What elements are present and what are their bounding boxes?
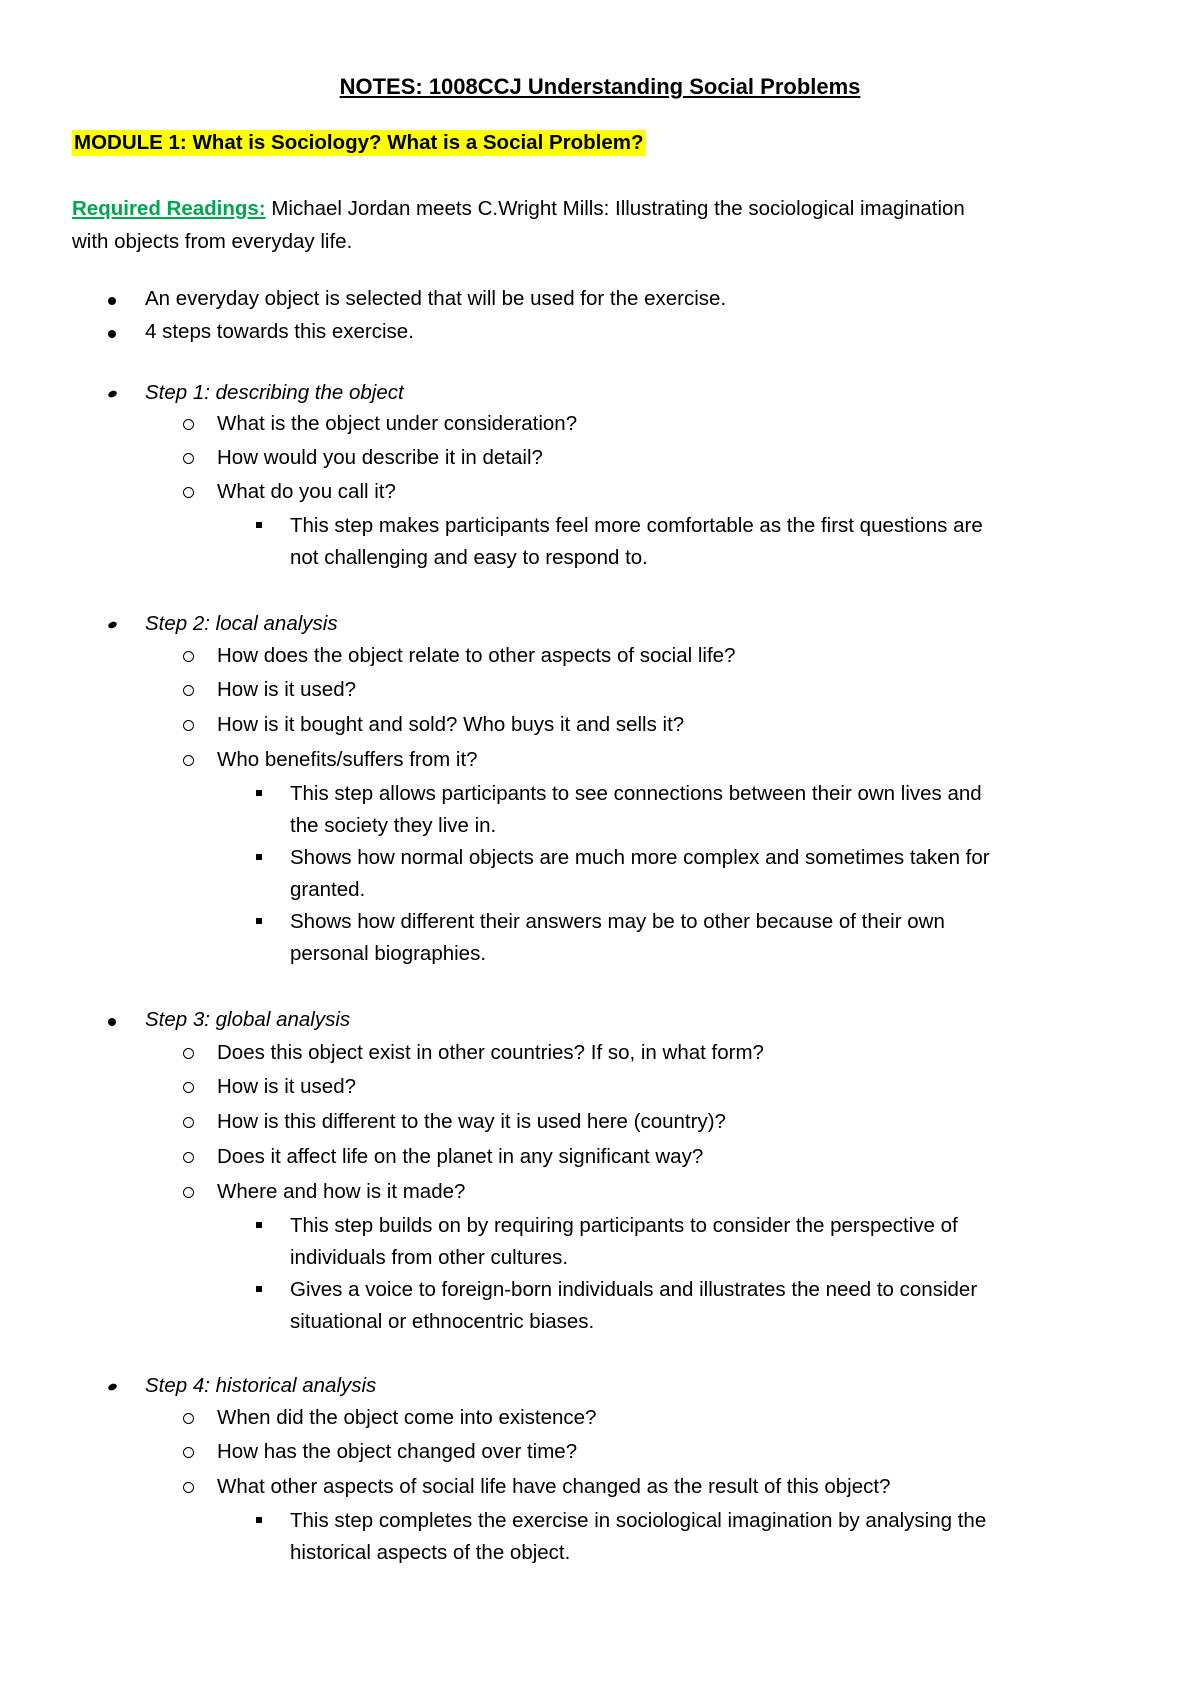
step-question: Does this object exist in other countries? If so, in what form? [217, 1041, 764, 1064]
step-note-line: Shows how different their answers may be to other because of their own [290, 910, 945, 933]
step-note-line: individuals from other cultures. [290, 1246, 569, 1269]
step-note-line: Gives a voice to foreign-born individuals and illustrates the need to consider [290, 1278, 978, 1301]
step-note-line: personal biographies. [290, 942, 487, 965]
bullet-circle-icon [183, 1082, 194, 1093]
module-heading: MODULE 1: What is Sociology? What is a Social Problem? [74, 131, 644, 154]
step-question: How does the object relate to other aspects of social life? [217, 644, 736, 667]
readings-text-line1: Michael Jordan meets C.Wright Mills: Illustrating the sociological imagination [265, 197, 965, 220]
step-note-line: This step builds on by requiring participants to consider the perspective of [290, 1214, 958, 1237]
bullet-circle-icon [183, 1447, 194, 1458]
step-question: How is it used? [217, 1075, 357, 1098]
bullet-circle-icon [183, 453, 194, 464]
step-note-line: This step completes the exercise in sociological imagination by analysing the [290, 1509, 987, 1532]
step-note-line: Shows how normal objects are much more complex and sometimes taken for [290, 846, 990, 869]
bullet-circle-icon [183, 1117, 194, 1128]
step-question: What do you call it? [217, 480, 396, 503]
bullet-square-icon [256, 1517, 262, 1523]
intro-bullet: 4 steps towards this exercise. [145, 320, 414, 343]
step-question: Where and how is it made? [217, 1180, 466, 1203]
step-question: Who benefits/suffers from it? [217, 748, 478, 771]
bullet-square-icon [256, 522, 262, 528]
step-question: How would you describe it in detail? [217, 446, 543, 469]
bullet-dot-icon [107, 620, 118, 629]
step-title: Step 3: global analysis [145, 1008, 351, 1031]
step-question: How is this different to the way it is used here (country)? [217, 1110, 726, 1133]
step-title: Step 2: local analysis [145, 612, 338, 635]
step-question: When did the object come into existence? [217, 1406, 597, 1429]
bullet-circle-icon [183, 1413, 194, 1424]
step-question: How has the object changed over time? [217, 1440, 578, 1463]
step-question: How is it used? [217, 678, 357, 701]
step-note-line: This step allows participants to see connections between their own lives and [290, 782, 982, 805]
bullet-dot-icon [107, 389, 118, 398]
bullet-circle-icon [183, 720, 194, 731]
bullet-circle-icon [183, 419, 194, 430]
step-note-line: situational or ethnocentric biases. [290, 1310, 595, 1333]
readings-text-line2: with objects from everyday life. [72, 230, 353, 253]
required-readings [72, 192, 1142, 258]
step-note-line: historical aspects of the object. [290, 1541, 571, 1564]
step-title: Step 1: describing the object [145, 381, 404, 404]
bullet-circle-icon [183, 1482, 194, 1493]
bullet-square-icon [256, 1286, 262, 1292]
bullet-square-icon [256, 854, 262, 860]
step-title: Step 4: historical analysis [145, 1374, 377, 1397]
step-question: How is it bought and sold? Who buys it and sells it? [217, 713, 685, 736]
bullet-circle-icon [183, 755, 194, 766]
bullet-circle-icon [183, 487, 194, 498]
bullet-dot-icon [108, 330, 116, 338]
required-readings-label: Required Readings: [72, 197, 266, 220]
step-question: What other aspects of social life have changed as the result of this object? [217, 1475, 891, 1498]
bullet-dot-icon [108, 1018, 116, 1026]
bullet-square-icon [256, 790, 262, 796]
bullet-square-icon [256, 1222, 262, 1228]
bullet-circle-icon [183, 685, 194, 696]
step-question: What is the object under consideration? [217, 412, 578, 435]
bullet-circle-icon [183, 1048, 194, 1059]
step-note-line: granted. [290, 878, 366, 901]
bullet-dot-icon [108, 297, 116, 305]
step-note-line: This step makes participants feel more comfortable as the first questions are [290, 514, 983, 537]
bullet-circle-icon [183, 1187, 194, 1198]
bullet-dot-icon [107, 1382, 118, 1391]
step-note-line: not challenging and easy to respond to. [290, 546, 648, 569]
step-question: Does it affect life on the planet in any significant way? [217, 1145, 704, 1168]
intro-bullet: An everyday object is selected that will be used for the exercise. [145, 287, 727, 310]
step-note-line: the society they live in. [290, 814, 497, 837]
bullet-circle-icon [183, 1152, 194, 1163]
bullet-square-icon [256, 918, 262, 924]
document-title: NOTES: 1008CCJ Understanding Social Problems [339, 74, 861, 99]
bullet-circle-icon [183, 651, 194, 662]
